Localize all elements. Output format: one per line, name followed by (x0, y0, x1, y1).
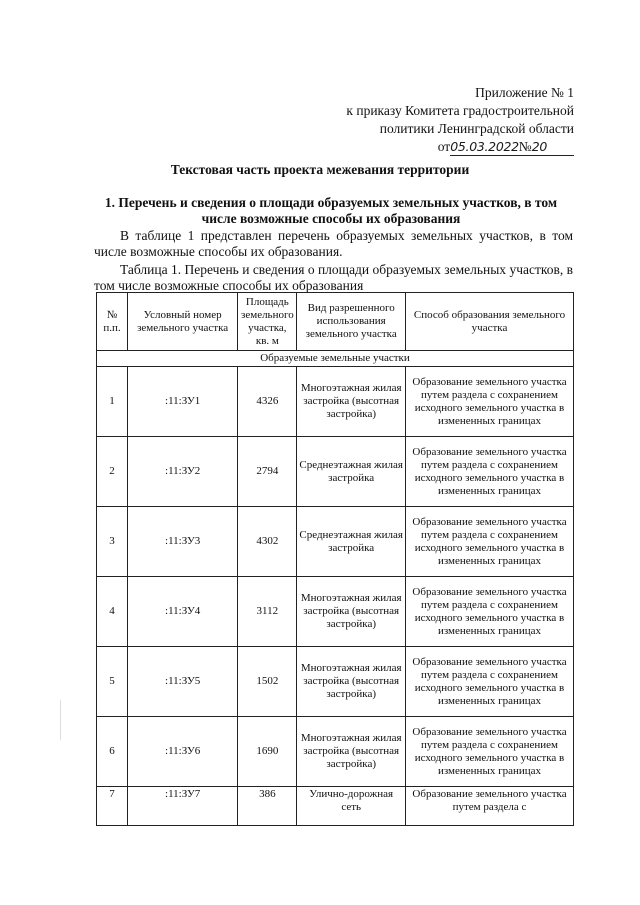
cell-method: Образование земельного участка путем раздела с сохранением исходного земельного участка в измененных границах (406, 367, 574, 437)
table-row (97, 577, 574, 647)
cell-method: Образование земельного участка путем раздела с сохранением исходного земельного участка в измененных границах (406, 437, 574, 507)
table-row (97, 437, 574, 507)
table-row (97, 647, 574, 717)
group-label: Образуемые земельные участки (97, 351, 574, 367)
table-group-row (97, 351, 574, 367)
cell-use: Многоэтажная жилая застройка (высотная застройка) (297, 647, 406, 717)
appendix-title: Приложение № 1 (475, 85, 574, 100)
cell-method: Образование земельного участка путем раздела с (406, 787, 574, 826)
table-row (97, 367, 574, 437)
cell-use: Многоэтажная жилая застройка (высотная застройка) (297, 577, 406, 647)
cell-use: Среднеэтажная жилая застройка (297, 507, 406, 577)
cell-code: :11:ЗУ7 (127, 787, 237, 826)
cell-number: 7 (97, 787, 128, 826)
cell-area: 4302 (238, 507, 297, 577)
cell-number: 6 (97, 717, 128, 787)
cell-number: 2 (97, 437, 128, 507)
cell-area: 4326 (238, 367, 297, 437)
table-header-row (97, 293, 574, 351)
cell-area: 3112 (238, 577, 297, 647)
land-plots-table (96, 292, 574, 826)
cell-use: Среднеэтажная жилая застройка (297, 437, 406, 507)
header-method: Способ образования земельного участка (406, 293, 574, 351)
cell-use: Улично-дорожная сеть (297, 787, 406, 826)
cell-number: 4 (97, 577, 128, 647)
cell-code: :11:ЗУ1 (127, 367, 237, 437)
table-caption: Таблица 1. Перечень и сведения о площади образуемых земельных участков, в том числе возможные способы их образования (94, 262, 573, 293)
cell-area: 2794 (238, 437, 297, 507)
cell-code: :11:ЗУ3 (127, 507, 237, 577)
appendix-authority: политики Ленинградской области (379, 121, 574, 136)
cell-number: 3 (97, 507, 128, 577)
cell-method: Образование земельного участка путем раздела с сохранением исходного земельного участка в измененных границах (406, 647, 574, 717)
cell-code: :11:ЗУ5 (127, 647, 237, 717)
cell-use: Многоэтажная жилая застройка (высотная застройка) (297, 367, 406, 437)
appendix-order-ref: к приказу Комитета градостроительной (346, 103, 574, 118)
cell-number: 5 (97, 647, 128, 717)
cell-area: 1690 (238, 717, 297, 787)
order-prefix: от (437, 139, 451, 154)
paragraph-intro: В таблице 1 представлен перечень образуемых земельных участков, в том числе возможные способы их образования. (94, 228, 573, 259)
cell-method: Образование земельного участка путем раздела с сохранением исходного земельного участка в измененных границах (406, 507, 574, 577)
cell-method: Образование земельного участка путем раздела с сохранением исходного земельного участка в измененных границах (406, 717, 574, 787)
order-number-label: № (518, 139, 532, 154)
appendix-order-line (274, 138, 574, 156)
table-row (97, 717, 574, 787)
cell-number: 1 (97, 367, 128, 437)
cell-area: 386 (238, 787, 297, 826)
cell-code: :11:ЗУ6 (127, 717, 237, 787)
order-date: 05.03.2022 (450, 139, 519, 154)
table-row (97, 507, 574, 577)
cell-use: Многоэтажная жилая застройка (высотная застройка) (297, 717, 406, 787)
header-use: Вид разрешенного использования земельного участка (297, 293, 406, 351)
appendix-block (274, 84, 574, 156)
header-number: № п.п. (97, 293, 128, 351)
table-row (97, 787, 574, 826)
cell-method: Образование земельного участка путем раздела с сохранением исходного земельного участка в измененных границах (406, 577, 574, 647)
document-title: Текстовая часть проекта межевания территории (170, 162, 470, 177)
cell-area: 1502 (238, 647, 297, 717)
cell-code: :11:ЗУ4 (127, 577, 237, 647)
header-area: Площадь земельного участка, кв. м (238, 293, 297, 351)
scan-artifact (60, 700, 61, 740)
section-title: 1. Перечень и сведения о площади образуемых земельных участков, в том числе возможные способы их образования (104, 195, 558, 226)
order-number: 20 (531, 139, 547, 154)
header-code: Условный номер земельного участка (127, 293, 237, 351)
cell-code: :11:ЗУ2 (127, 437, 237, 507)
